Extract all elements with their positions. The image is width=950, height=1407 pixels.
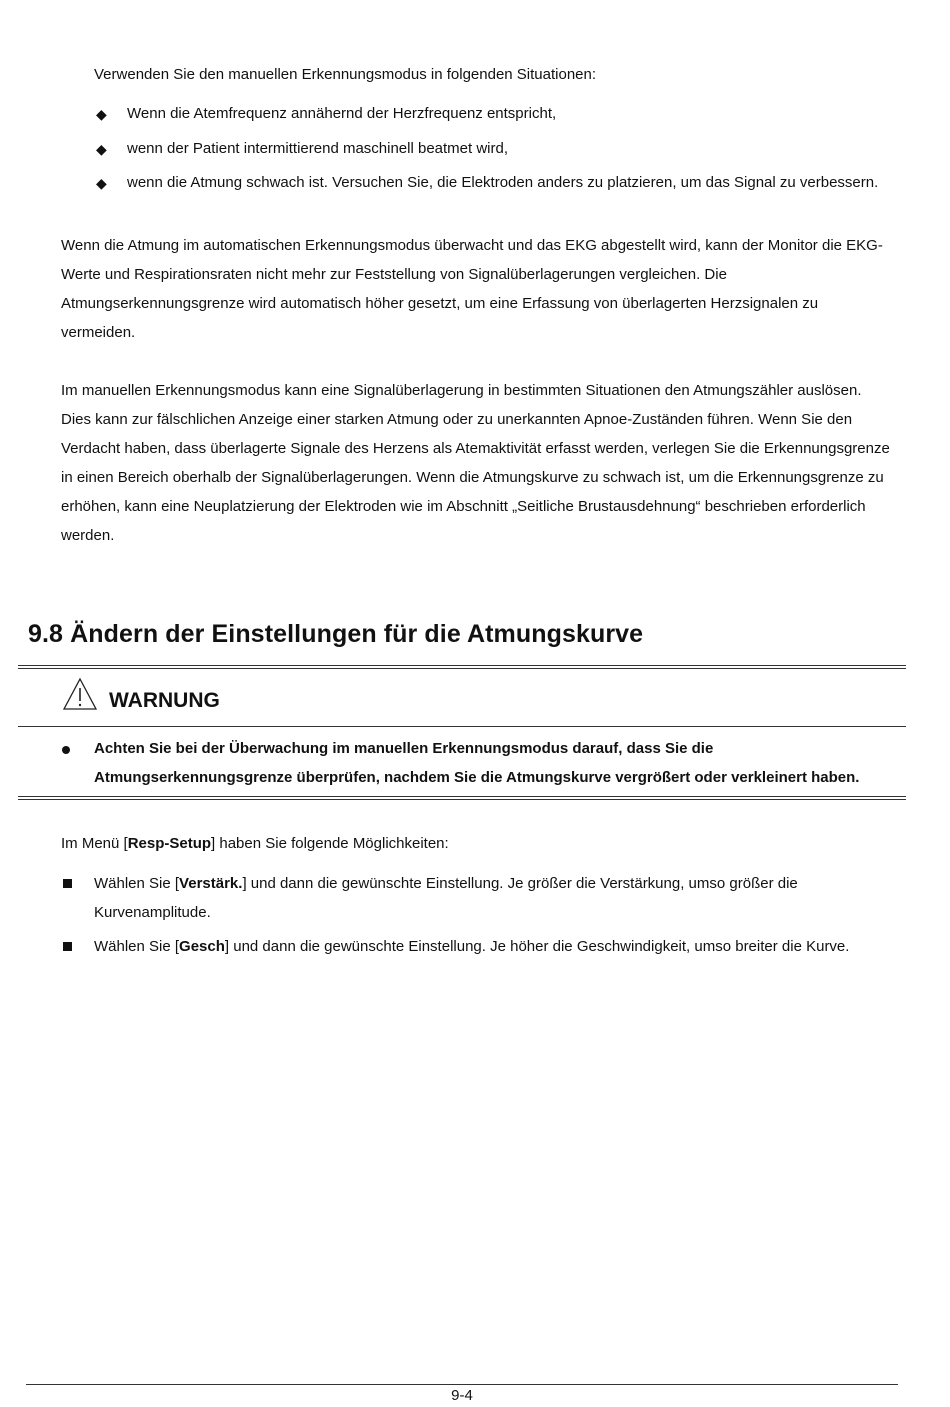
warning-label: WARNUNG — [109, 689, 220, 712]
diamond-bullet-icon: ◆ — [96, 106, 107, 122]
intro-text: Verwenden Sie den manuellen Erkennungsmodus in folgenden Situationen: — [94, 66, 597, 83]
warning-bottom-rule — [18, 796, 906, 797]
option-text-post: ] und dann die gewünschte Einstellung. Je größer die Verstärkung, umso größer die Kurvenamplitude. — [94, 875, 798, 921]
paragraph-automatic-mode: Wenn die Atmung im automatischen Erkennungsmodus überwacht und das EKG abgestellt wird, kann der Monitor die EKG-Werte und Respirationsraten nicht mehr zur Feststellung von Signalüberlagerungen vergleichen. Die Atmungserkennungsgrenze wird automatisch höher gesetzt, um eine Erfassung von überlagerten Herzsignalen zu vermeiden. — [61, 237, 883, 341]
square-bullet-icon — [63, 879, 72, 888]
menu-intro — [61, 835, 449, 852]
warning-divider — [18, 726, 906, 727]
list-item-text: wenn die Atmung schwach ist. Versuchen Sie, die Elektroden anders zu platzieren, um das Signal zu verbessern. — [127, 174, 879, 191]
warning-top-rule — [18, 665, 906, 666]
list-item — [94, 100, 878, 135]
page-number: 9-4 — [451, 1387, 473, 1404]
diamond-bullet-icon: ◆ — [96, 175, 107, 191]
option-name: Verstärk. — [179, 875, 243, 892]
square-bullet-icon — [63, 942, 72, 951]
paragraph-manual-mode: Im manuellen Erkennungsmodus kann eine Signalüberlagerung in bestimmten Situationen den Atmungszähler auslösen. Dies kann zur fälschlichen Anzeige einer starken Atmung oder zu unerkannten Apnoe-Zuständen führen. Wenn Sie den Verdacht haben, dass überlagerte Signale des Herzens als Atemaktivität erfasst werden, verlegen Sie die Erkennungsgrenze in einen Bereich oberhalb der Signalüberlagerungen. Wenn die Atmungskurve zu schwach ist, um die Erkennungsgrenze zu erhöhen, kann eine Neuplatzierung der Elektroden wie im Abschnitt „Seitliche Brustausdehnung“ beschrieben erforderlich werden. — [61, 382, 890, 544]
section-title: 9.8 Ändern der Einstellungen für die Atmungskurve — [28, 620, 644, 648]
option-text-post: ] und dann die gewünschte Einstellung. Je höher die Geschwindigkeit, umso breiter die Kurve. — [224, 938, 850, 955]
diamond-bullet-icon: ◆ — [96, 140, 107, 157]
list-item-text: wenn der Patient intermittierend maschinell beatmet wird, — [127, 139, 509, 157]
option-text-pre: Wählen Sie [ — [94, 938, 180, 955]
situation-list — [94, 100, 878, 204]
warning-text: Achten Sie bei der Überwachung im manuellen Erkennungsmodus darauf, dass Sie die Atmungserkennungsgrenze überprüfen, nachdem Sie die Atmungskurve vergrößert oder verkleinert haben. — [94, 740, 860, 786]
list-item — [94, 169, 878, 204]
footer-rule — [26, 1384, 898, 1385]
list-item — [61, 932, 891, 961]
warning-bottom-rule-inner — [18, 799, 906, 800]
list-item — [94, 135, 878, 170]
warning-triangle-icon — [62, 677, 98, 711]
option-text-pre: Wählen Sie [ — [94, 875, 180, 892]
dot-bullet-icon — [62, 746, 70, 754]
list-item-text: Wenn die Atemfrequenz annähernd der Herzfrequenz entspricht, — [127, 105, 557, 122]
menu-intro-pre: Im Menü [ — [61, 835, 128, 852]
list-item — [61, 869, 891, 927]
option-list — [61, 869, 891, 966]
option-name: Gesch — [179, 938, 225, 955]
menu-intro-post: ] haben Sie folgende Möglichkeiten: — [211, 835, 449, 852]
warning-top-rule-inner — [18, 668, 906, 669]
menu-name: Resp-Setup — [127, 835, 212, 852]
